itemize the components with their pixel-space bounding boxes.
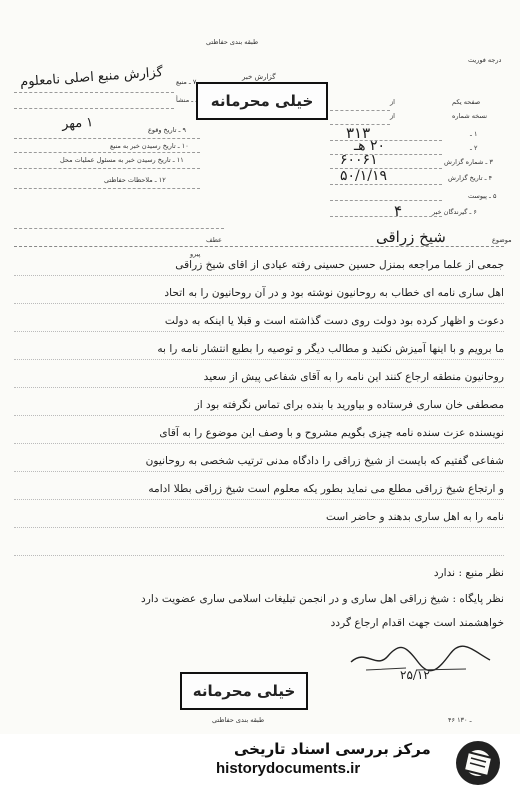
form-line <box>330 184 442 185</box>
line-rule <box>14 303 504 304</box>
reference-label: عطف <box>206 236 222 244</box>
page-label: صفحه یکم <box>452 98 481 106</box>
copy-of-label: از <box>390 112 395 120</box>
body-line-1: جمعی از علما مراجعه بمنزل حسین حسینی رفته عیادی از اقای شیخ زراقی <box>175 259 504 271</box>
origin-label: ـ منشأ <box>176 96 194 104</box>
source-label: ۷ ـ منبع <box>176 78 197 86</box>
subject-rule <box>14 246 504 247</box>
top-secret-stamp-top <box>196 82 328 120</box>
classification-footer: طبقه بندی حفاظتی <box>212 716 265 724</box>
follow-up-label: پیرو <box>190 250 201 258</box>
line-rule <box>14 527 504 528</box>
body-line-9: و ارتجاع شیخ زراقی مطلع می نماید بطور یکه معلوم است شیخ زراقی بطلا ادامه <box>148 483 504 495</box>
form-line <box>330 216 442 217</box>
line-rule <box>14 387 504 388</box>
copy-label: نسخه شماره <box>452 112 488 120</box>
received-by-local-label: ۱۱ ـ تاریخ رسیدن خبر به مسئول عملیات محل <box>60 156 184 164</box>
form-line <box>330 154 442 155</box>
signature-date: ۲۵/۱۲ <box>400 668 430 682</box>
local-remarks-label: ۱۲ ـ ملاحظات حفاظتی <box>104 176 166 184</box>
classification-header: طبقه بندی حفاظتی <box>206 38 259 46</box>
line-rule <box>14 331 504 332</box>
recipients-value: ۴ <box>394 202 403 220</box>
body-line-6: مصطفی خان ساری فرستاده و بیاورید با بنده برای تماس نگرفته بود از <box>194 399 504 411</box>
form-line <box>14 92 174 93</box>
line-rule <box>14 499 504 500</box>
form-line <box>330 200 442 201</box>
body-line-2: اهل ساری نامه ای خطاب به روحانیون نوشته بود و در آن روحانیون را به اتحاد <box>164 287 504 299</box>
form-line <box>330 110 390 111</box>
form-number: ۴۶ ـ ۱۳۰ <box>448 716 472 724</box>
page-of-label: از <box>390 98 395 106</box>
archive-website: historydocuments.ir <box>216 760 361 777</box>
recipients-label: ۶ ـ گیرندگان خبر <box>432 208 477 216</box>
field-2-value: ۲۰ هـ <box>354 138 385 154</box>
line-rule <box>14 443 504 444</box>
form-line <box>330 140 442 141</box>
event-date-handwritten: ۱ مهر <box>61 115 94 132</box>
body-line-5: روحانیون منطقه ارجاع کنند این نامه را به آقای شفاعی پیش از سعید <box>203 371 504 383</box>
report-date-value: ۵۰/۱/۱۹ <box>340 168 388 184</box>
report-date-label: ۴ ـ تاریخ گزارش <box>448 174 493 182</box>
report-source-handwritten: گزارش منبع اصلی نامعلوم <box>19 65 164 90</box>
body-line-4: ما برویم و با اینها آمیزش نکنید و مطالب دیگر و توصیه را بطبع انتشار نامه را به <box>157 343 504 355</box>
field-1-value: ۳۱۳ <box>346 124 371 142</box>
form-line <box>330 168 442 169</box>
body-line-10: نامه را به اهل ساری بدهند و حاضر است <box>325 511 504 523</box>
form-line <box>14 108 174 109</box>
form-line <box>14 152 200 153</box>
archive-name: مرکز بررسی اسناد تاریخی <box>234 740 431 758</box>
form-line <box>330 124 390 125</box>
stamp-text: خیلی محرمانه <box>210 92 314 110</box>
source-opinion-line: نظر منبع : ندارد <box>433 567 504 579</box>
received-by-source-label: ۱۰ ـ تاریخ رسیدن خبر به منبع <box>110 142 189 150</box>
report-number-value: ۶۰۰۶۱ <box>340 152 378 168</box>
form-line <box>14 228 224 229</box>
form-line <box>14 168 200 169</box>
line-rule <box>14 359 504 360</box>
priority-label: درجه فوریت <box>468 56 502 64</box>
field-1-label: ۱ ـ <box>470 130 478 138</box>
report-number-label: ۳ ـ شماره گزارش <box>444 158 493 166</box>
line-rule <box>14 555 504 556</box>
form-line <box>14 138 200 139</box>
line-rule <box>14 415 504 416</box>
line-rule <box>14 471 504 472</box>
action-line: خواهشمند است جهت اقدام ارجاع گردد <box>330 617 504 629</box>
top-secret-stamp-bottom <box>180 672 308 710</box>
field-2-label: ۲ ـ <box>470 144 478 152</box>
line-rule <box>14 275 504 276</box>
body-line-7: نویسنده عزت سنده نامه چیزی بگویم مشروح و با وصف این موضوع را به آقای <box>159 427 504 439</box>
stamp-text: خیلی محرمانه <box>192 682 296 700</box>
body-line-3: دعوت و اظهار کرده بود دولت روی دست گذاشته است و قبلا یا اینکه به دولت <box>164 315 504 327</box>
report-title-label: گزارش خبر <box>242 73 276 81</box>
form-line <box>14 188 200 189</box>
subject-label: موضوع <box>492 236 512 244</box>
subject-value: شیخ زراقی <box>376 228 446 246</box>
station-opinion-line: نظر پایگاه : شیخ زراقی اهل ساری و در انجمن تبلیغات اسلامی ساری عضویت دارد <box>140 593 504 605</box>
body-line-8: شفاعی گفتیم که بایست از شیخ زراقی را دادگاه مدنی ترتیب شخصی به روحانیون <box>145 455 504 467</box>
archive-logo-icon <box>452 738 504 788</box>
attachment-label: ۵ ـ پیوست <box>468 192 497 200</box>
event-date-label: ۹ ـ تاریخ وقوع <box>148 126 187 134</box>
